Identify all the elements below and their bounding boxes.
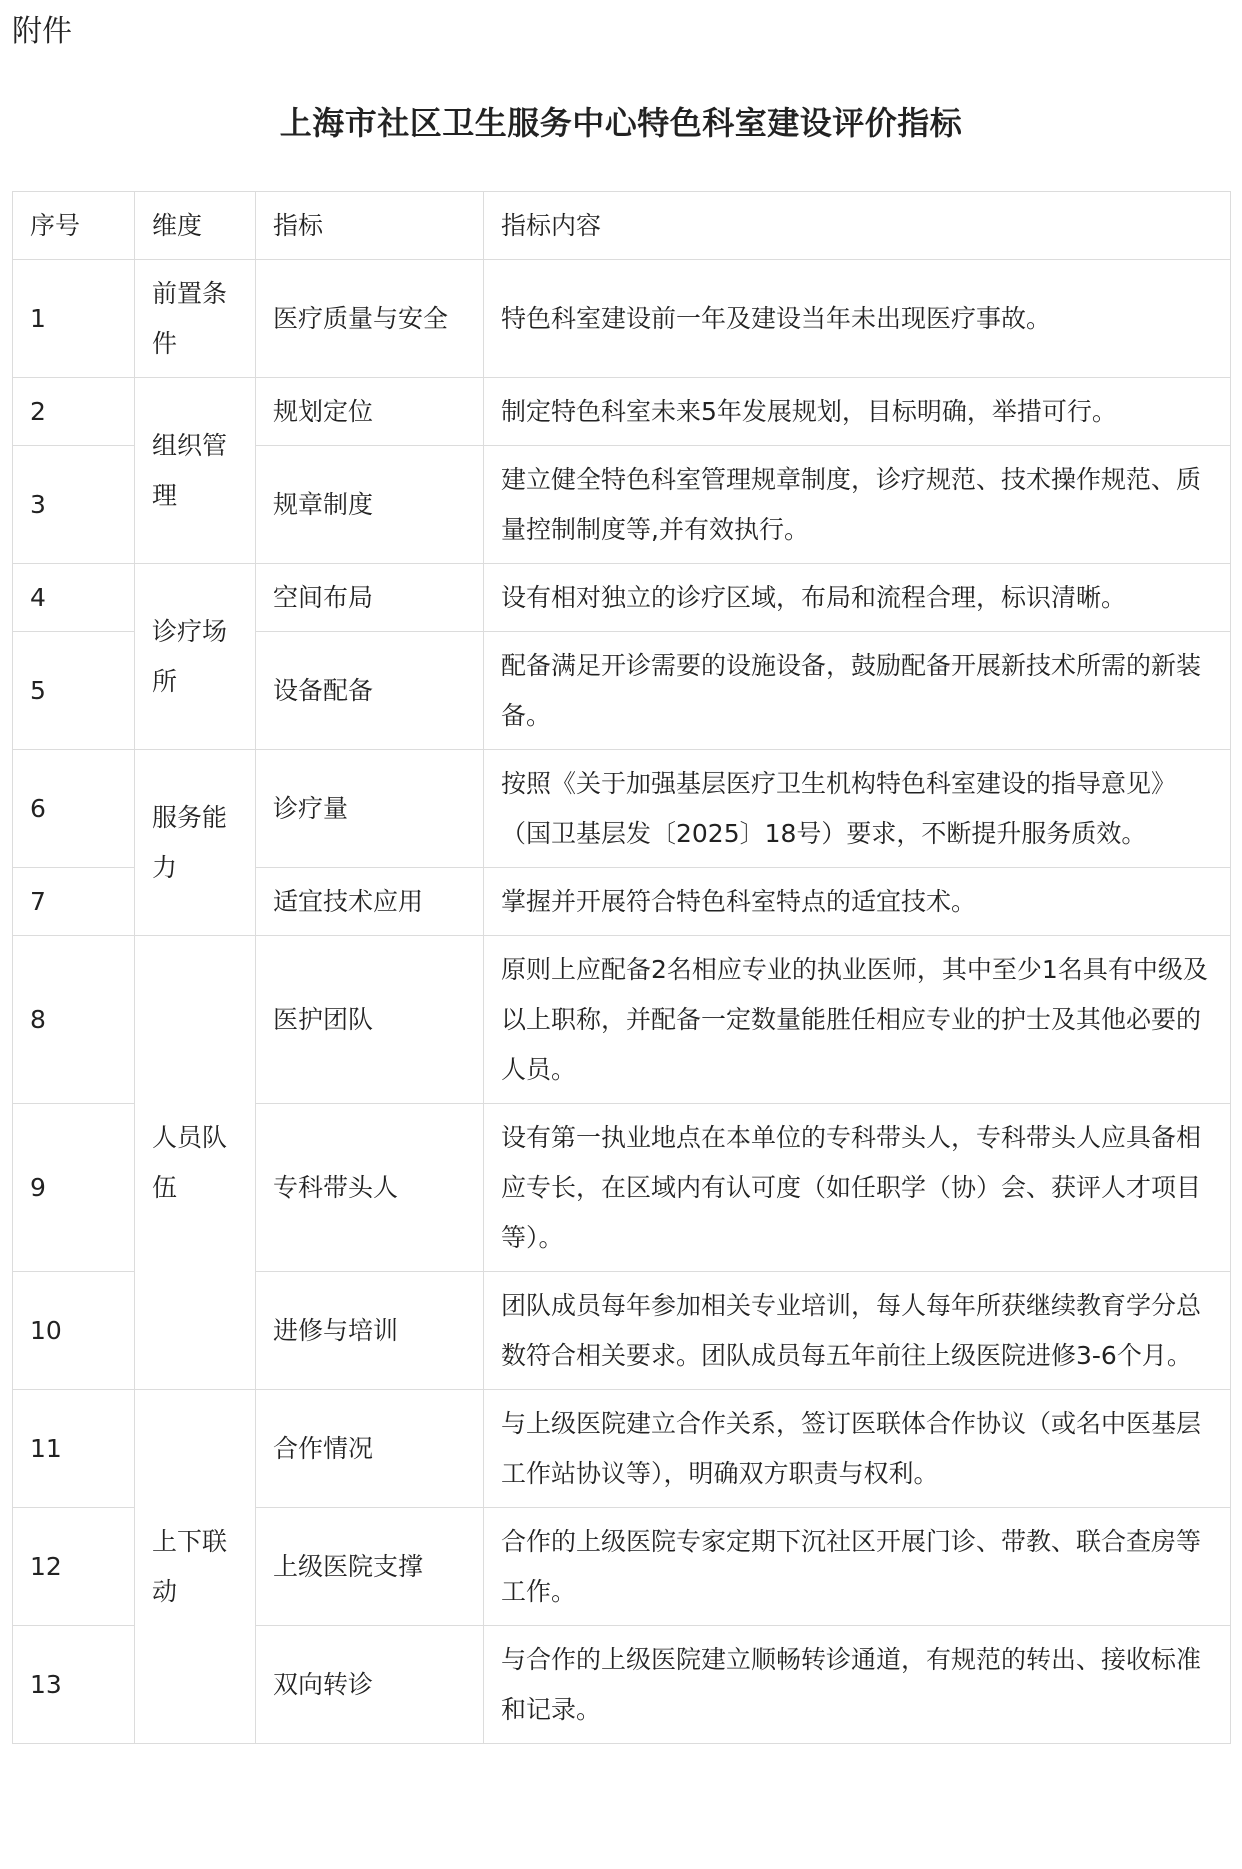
indicator-cell: 空间布局 <box>256 564 484 632</box>
dimension-cell: 诊疗场所 <box>135 564 256 750</box>
indicator-cell: 合作情况 <box>256 1390 484 1508</box>
content-cell: 掌握并开展符合特色科室特点的适宜技术。 <box>484 868 1231 936</box>
row-number: 4 <box>13 564 135 632</box>
content-cell: 建立健全特色科室管理规章制度，诊疗规范、技术操作规范、质量控制制度等,并有效执行。 <box>484 446 1231 564</box>
content-cell: 原则上应配备2名相应专业的执业医师，其中至少1名具有中级及以上职称，并配备一定数量能胜任相应专业的护士及其他必要的人员。 <box>484 936 1231 1104</box>
content-cell: 配备满足开诊需要的设施设备，鼓励配备开展新技术所需的新装备。 <box>484 632 1231 750</box>
row-number: 2 <box>13 378 135 446</box>
indicator-table <box>12 191 1231 1744</box>
row-number: 6 <box>13 750 135 868</box>
dimension-cell: 人员队伍 <box>135 936 256 1390</box>
table-header-row <box>13 192 1231 260</box>
row-number: 3 <box>13 446 135 564</box>
row-number: 1 <box>13 260 135 378</box>
indicator-cell: 上级医院支撑 <box>256 1508 484 1626</box>
content-cell: 按照《关于加强基层医疗卫生机构特色科室建设的指导意见》（国卫基层发〔2025〕18号）要求，不断提升服务质效。 <box>484 750 1231 868</box>
content-cell: 团队成员每年参加相关专业培训，每人每年所获继续教育学分总数符合相关要求。团队成员每五年前往上级医院进修3-6个月。 <box>484 1272 1231 1390</box>
row-number: 13 <box>13 1626 135 1744</box>
table-row <box>13 378 1231 446</box>
dimension-cell: 服务能力 <box>135 750 256 936</box>
content-cell: 特色科室建设前一年及建设当年未出现医疗事故。 <box>484 260 1231 378</box>
indicator-cell: 医护团队 <box>256 936 484 1104</box>
content-cell: 制定特色科室未来5年发展规划，目标明确，举措可行。 <box>484 378 1231 446</box>
header-cell-no: 序号 <box>13 192 135 260</box>
table-row <box>13 260 1231 378</box>
row-number: 8 <box>13 936 135 1104</box>
indicator-cell: 诊疗量 <box>256 750 484 868</box>
table-row <box>13 750 1231 868</box>
dimension-cell: 前置条件 <box>135 260 256 378</box>
table-row <box>13 564 1231 632</box>
row-number: 9 <box>13 1104 135 1272</box>
row-number: 11 <box>13 1390 135 1508</box>
header-cell-content: 指标内容 <box>484 192 1231 260</box>
dimension-cell: 组织管理 <box>135 378 256 564</box>
row-number: 7 <box>13 868 135 936</box>
content-cell: 合作的上级医院专家定期下沉社区开展门诊、带教、联合查房等工作。 <box>484 1508 1231 1626</box>
document-title: 上海市社区卫生服务中心特色科室建设评价指标 <box>279 104 963 142</box>
content-cell: 与上级医院建立合作关系，签订医联体合作协议（或名中医基层工作站协议等），明确双方职责与权利。 <box>484 1390 1231 1508</box>
indicator-cell: 医疗质量与安全 <box>256 260 484 378</box>
indicator-cell: 专科带头人 <box>256 1104 484 1272</box>
indicator-cell: 进修与培训 <box>256 1272 484 1390</box>
header-cell-dimension: 维度 <box>135 192 256 260</box>
content-cell: 与合作的上级医院建立顺畅转诊通道，有规范的转出、接收标准和记录。 <box>484 1626 1231 1744</box>
indicator-cell: 双向转诊 <box>256 1626 484 1744</box>
row-number: 12 <box>13 1508 135 1626</box>
indicator-cell: 适宜技术应用 <box>256 868 484 936</box>
dimension-cell: 上下联动 <box>135 1390 256 1744</box>
attachment-label: 附件 <box>12 14 72 49</box>
content-cell: 设有相对独立的诊疗区域，布局和流程合理，标识清晰。 <box>484 564 1231 632</box>
indicator-cell: 规章制度 <box>256 446 484 564</box>
content-cell: 设有第一执业地点在本单位的专科带头人，专科带头人应具备相应专长，在区域内有认可度（如任职学（协）会、获评人才项目等）。 <box>484 1104 1231 1272</box>
table-row <box>13 936 1231 1104</box>
indicator-cell: 设备配备 <box>256 632 484 750</box>
header-cell-indicator: 指标 <box>256 192 484 260</box>
table-row <box>13 1390 1231 1508</box>
row-number: 10 <box>13 1272 135 1390</box>
row-number: 5 <box>13 632 135 750</box>
indicator-cell: 规划定位 <box>256 378 484 446</box>
